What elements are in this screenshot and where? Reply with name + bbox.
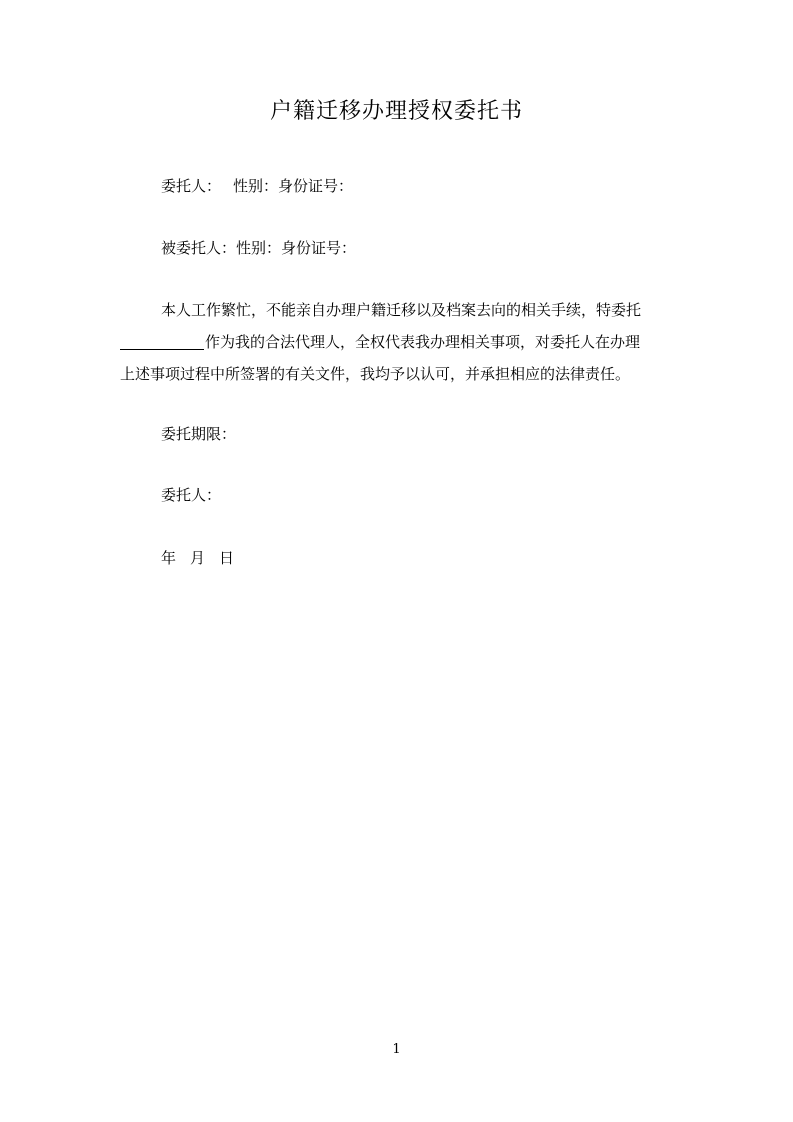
principal-gender-label: 性别： xyxy=(233,177,279,195)
paragraph-line-2-text: 作为我的合法代理人，全权代表我办理相关事项，对委托人在办理 xyxy=(205,333,641,351)
authorization-paragraph xyxy=(120,294,680,390)
date-month: 月 xyxy=(190,549,206,567)
paragraph-line-1: 本人工作繁忙，不能亲自办理户籍迁移以及档案去向的相关手续，特委托 xyxy=(161,301,642,319)
term-label: 委托期限： xyxy=(161,425,237,443)
date-year: 年 xyxy=(161,549,177,567)
principal-id-label: 身份证号： xyxy=(278,177,354,195)
paragraph-line-3: 上述事项过程中所签署的有关文件，我均予以认可，并承担相应的法律责任。 xyxy=(120,365,631,383)
paragraph-line-2 xyxy=(120,326,680,358)
principal-line xyxy=(161,176,353,196)
agent-label: 被委托人： xyxy=(161,239,237,257)
date-line xyxy=(161,548,234,568)
principal-label: 委托人： xyxy=(161,177,222,195)
agent-gender-label: 性别： xyxy=(236,239,282,257)
agent-id-label: 身份证号： xyxy=(281,239,357,257)
agent-line xyxy=(161,238,356,258)
page-number: 1 xyxy=(392,1042,401,1057)
date-day: 日 xyxy=(219,549,235,567)
agent-name-blank xyxy=(120,331,204,350)
signature-label: 委托人： xyxy=(161,486,222,504)
document-title: 户籍迁移办理授权委托书 xyxy=(269,99,523,124)
